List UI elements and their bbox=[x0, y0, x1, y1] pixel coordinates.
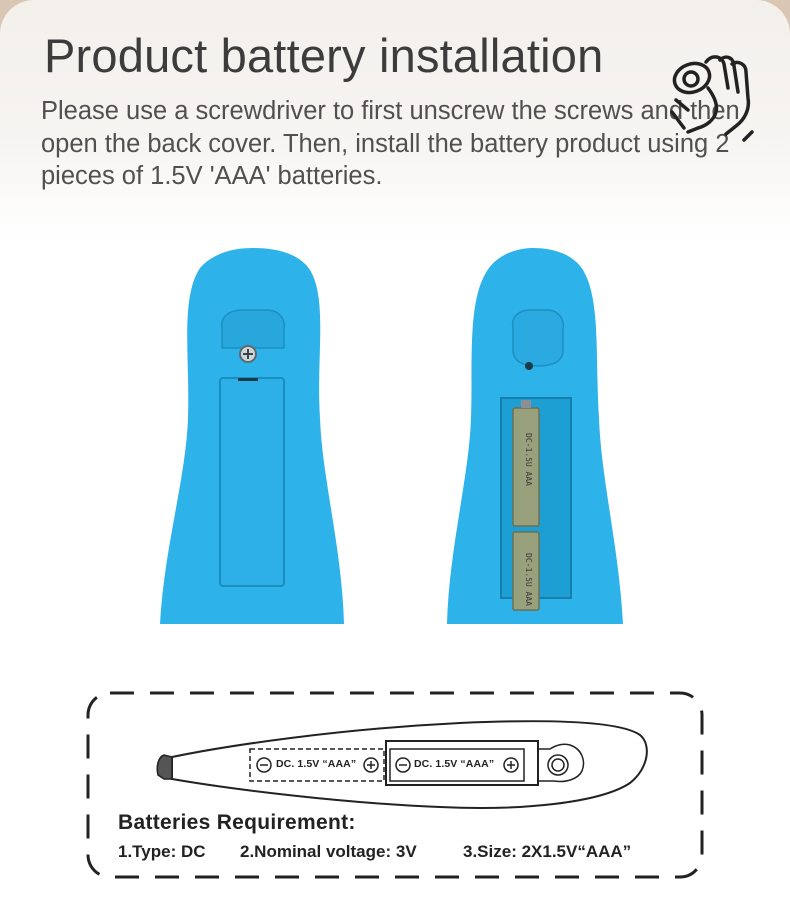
page-title: Product battery installation bbox=[44, 29, 604, 82]
battery-label: DC. 1.5V “AAA” bbox=[414, 758, 495, 770]
requirements-title: Batteries Requirement: bbox=[118, 811, 356, 834]
hand-rotate-icon bbox=[664, 48, 760, 144]
device-open-photo bbox=[437, 248, 637, 624]
battery-label: DC. 1.5V “AAA” bbox=[276, 758, 357, 770]
device-closed-photo bbox=[152, 248, 352, 624]
spec-size: 3.Size: 2X1.5V“AAA” bbox=[463, 842, 632, 861]
back-cover bbox=[220, 378, 284, 586]
screw-icon bbox=[240, 346, 256, 362]
spec-type: 1.Type: DC bbox=[118, 842, 206, 861]
spec-voltage: 2.Nominal voltage: 3V bbox=[240, 842, 417, 861]
header-panel bbox=[0, 0, 790, 240]
battery-cell-label: DC-1.5U AAA bbox=[524, 433, 533, 486]
battery-cell-label: DC-1.5U AAA bbox=[524, 553, 533, 606]
device-tip bbox=[157, 755, 172, 779]
instruction-text: Please use a screwdriver to first unscrew the screws and then open the back cover. Then, install the battery product using 2 pieces of 1.5V 'AAA' batteries. bbox=[41, 97, 740, 190]
